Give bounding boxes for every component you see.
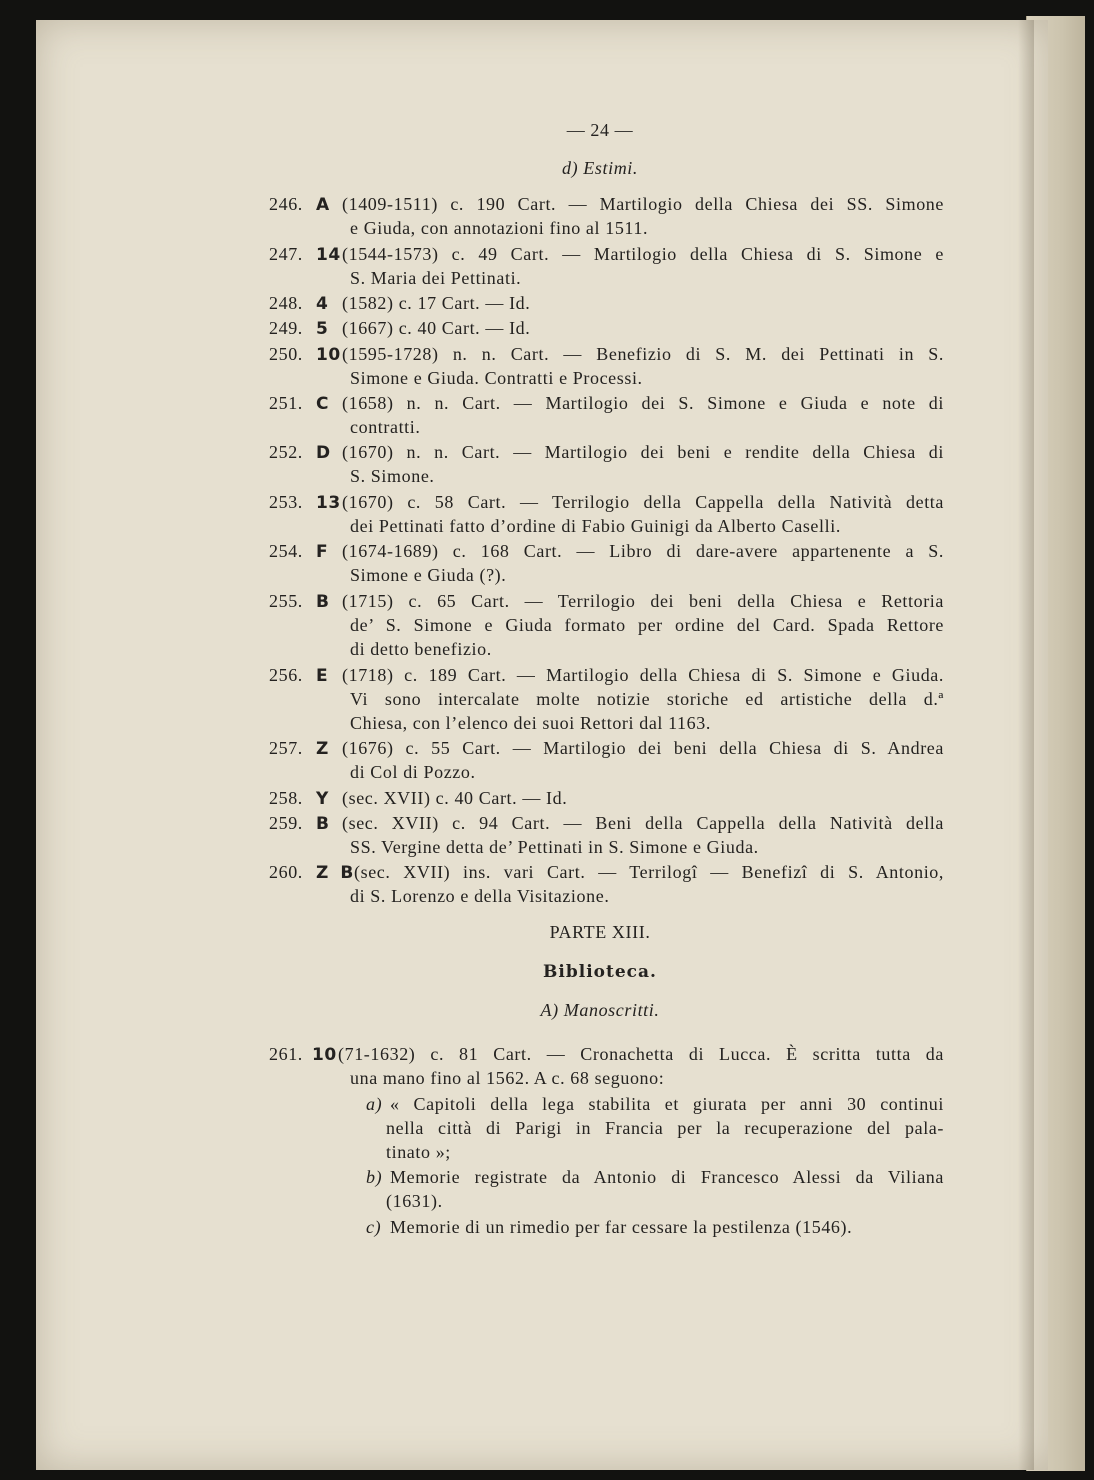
entry-line: e Giuda, con annotazioni fino al 1511. [350,218,649,238]
entry-line: D (1670) n. n. Cart. — Martilogio dei beni e rendite della Chiesa di [316,442,944,463]
entry-line: S. Simone. [350,466,435,486]
entry-number: 256. [269,665,303,685]
item-label: b) [366,1167,383,1187]
entry-line: 10(71-1632) c. 81 Cart. — Cronachetta di Lucca. È scritta tutta da [312,1044,944,1065]
entry-line: 10(1595-1728) n. n. Cart. — Benefizio di S. M. dei Pettinati in S. [316,344,944,365]
entry-line: Simone e Giuda (?). [350,565,507,585]
entry-number: 252. [269,442,303,462]
entry-line: Chiesa, con l’elenco dei suoi Rettori dal 1163. [350,713,711,733]
entry-line: contratti. [350,417,421,437]
entry-line: 13(1670) c. 58 Cart. — Terrilogio della Cappella della Natività detta [316,492,944,513]
entry-line: Vi sono intercalate molte notizie storiche ed artistiche della d.ª [350,689,944,709]
shelf-mark: 4 [316,294,329,314]
entry-line: Simone e Giuda. Contratti e Processi. [350,368,643,388]
shelf-mark: Y [316,789,329,809]
entry-line: de’ S. Simone e Giuda formato per ordine del Card. Spada Rettore [350,615,944,635]
item-line: « Capitoli della lega stabilita et giurata per anni 30 continui [390,1094,944,1114]
shelf-mark: A [316,195,330,215]
entry-number: 259. [269,813,303,833]
shelf-mark: D [316,443,331,463]
part-heading: PARTE XIII. [549,922,651,942]
entry-number: 251. [269,393,303,413]
entry-line: E (1718) c. 189 Cart. — Martilogio della Chiesa di S. Simone e Giuda. [316,665,944,686]
entry-line: SS. Vergine detta de’ Pettinati in S. Simone e Giuda. [350,837,759,857]
entry-number: 254. [269,541,303,561]
shelf-mark: F [316,542,329,562]
page-number: — 24 — [566,120,634,140]
entry-line: Z (1676) c. 55 Cart. — Martilogio dei beni della Chiesa di S. Andrea [316,738,944,759]
entry-line: B (sec. XVII) c. 94 Cart. — Beni della Cappella della Natività della [316,813,944,834]
shelf-mark: 10 [312,1045,337,1065]
subsection-heading: A) Manoscritti. [540,1000,660,1020]
entry-line: 14(1544-1573) c. 49 Cart. — Martilogio della Chiesa di S. Simone e [316,244,944,265]
shelf-mark: 13 [316,493,341,513]
shelf-mark: Z [316,739,329,759]
entry-number: 261. [269,1044,303,1064]
part-title: Biblioteca. [543,962,657,982]
entry-number: 250. [269,344,303,364]
entry-line: S. Maria dei Pettinati. [350,268,522,288]
entry-line: A (1409-1511) c. 190 Cart. — Martilogio della Chiesa dei SS. Simone [316,194,944,215]
entry-line: una mano fino al 1562. A c. 68 seguono: [350,1068,665,1088]
entry-line: dei Pettinati fatto d’ordine di Fabio Guinigi da Alberto Caselli. [350,516,841,536]
item-line: Memorie di un rimedio per far cessare la pestilenza (1546). [390,1217,853,1237]
entry-line: B (1715) c. 65 Cart. — Terrilogio dei beni della Chiesa e Rettoria [316,591,944,612]
shelf-mark: 14 [316,245,341,265]
item-line: nella città di Parigi in Francia per la recuperazione del pala- [386,1118,944,1138]
page-gutter-shadow [1018,20,1034,1470]
entry-number: 246. [269,194,303,214]
shelf-mark: B [316,814,330,834]
entry-number: 258. [269,788,303,808]
entry-line: C (1658) n. n. Cart. — Martilogio dei S. Simone e Giuda e note di [316,393,944,414]
section-heading-estimi: d) Estimi. [562,158,638,178]
entry-line: di detto benefizio. [350,639,492,659]
entry-number: 249. [269,318,303,338]
entry-line: 4 (1582) c. 17 Cart. — Id. [316,293,531,314]
entry-number: 253. [269,492,303,512]
item-label: c) [366,1217,382,1237]
entry-number: 247. [269,244,303,264]
entry-line: Z B(sec. XVII) ins. vari Cart. — Terrilogî — Benefizî di S. Antonio, [316,862,944,883]
entry-number: 257. [269,738,303,758]
entry-line: 5 (1667) c. 40 Cart. — Id. [316,318,531,339]
entry-line: di Col di Pozzo. [350,762,476,782]
entry-number: 248. [269,293,303,313]
shelf-mark: B [316,592,330,612]
item-line: Memorie registrate da Antonio di Francesco Alessi da Viliana [390,1167,944,1187]
item-line: tinato »; [386,1142,451,1162]
item-label: a) [366,1094,383,1114]
entry-line: Y (sec. XVII) c. 40 Cart. — Id. [316,788,568,809]
entry-line: F (1674-1689) c. 168 Cart. — Libro di dare-avere appartenente a S. [316,541,944,562]
item-line: (1631). [386,1191,443,1211]
shelf-mark: E [316,666,329,686]
entry-number: 255. [269,591,303,611]
entry-number: 260. [269,862,303,882]
entry-line: di S. Lorenzo e della Visitazione. [350,886,610,906]
shelf-mark: 10 [316,345,341,365]
shelf-mark: Z B [316,863,354,883]
shelf-mark: C [316,394,330,414]
shelf-mark: 5 [316,319,329,339]
